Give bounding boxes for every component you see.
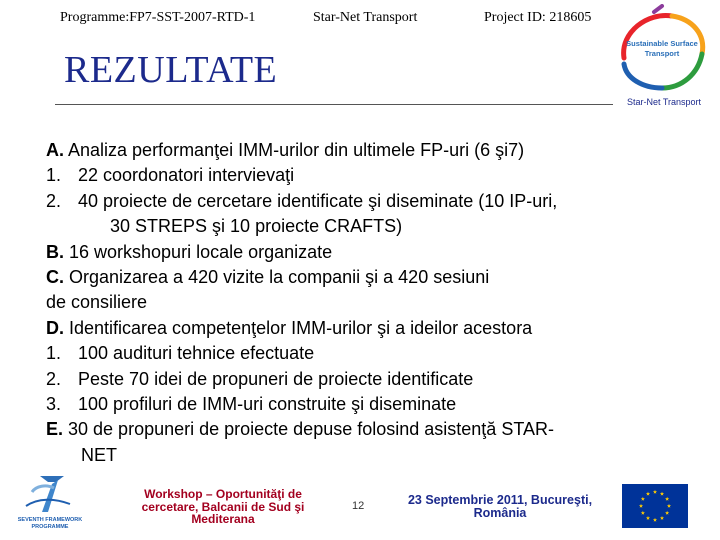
item-a1 [46,163,676,188]
item-a2-cont: 30 STREPS şi 10 proiecte CRAFTS) [110,216,403,237]
item-e-text: 30 de propuneri de proiecte depuse folosind asistenţă STAR- [63,419,554,440]
item-a [46,138,676,163]
item-d-label: D. [46,317,64,338]
item-d2 [46,367,676,392]
item-d-text: Identificarea competenţelor IMM-urilor şi a ideilor acestora [64,317,533,338]
star-net-logo [614,4,714,110]
footer-workshop-line2: cercetare, Balcanii de Sud şi [141,499,305,514]
item-b-text: 16 workshopuri locale organizate [64,241,333,262]
fp7-line2: PROGRAMME [31,524,69,530]
item-b-label: B. [46,241,64,262]
item-a-text: Analiza performanţei IMM-urilor din ultimele FP-uri (6 şi7) [64,140,525,160]
header-project-id: Project ID: 218605 [484,10,592,25]
item-a2 [46,189,676,214]
page-number: 12 [352,500,365,512]
page-title: REZULTATE [64,49,278,91]
item-a1-text: 22 coordonatori intervievaţi [78,165,295,186]
footer-date-line1: 23 Septembrie 2011, Bucureşti, [407,493,593,507]
item-d3 [46,392,676,417]
item-d3-num: 3. [46,394,62,415]
item-d3-text: 100 profiluri de IMM-uri construite şi diseminate [78,394,457,415]
logo-line1: Sustainable Surface [626,39,698,48]
item-b [46,240,676,265]
header-programme: Programme:FP7-SST-2007-RTD-1 [60,10,256,25]
header-project: Star-Net Transport [313,10,418,25]
item-d1-text: 100 audituri tehnice efectuate [78,343,315,364]
item-e [46,417,676,442]
item-c [46,265,676,290]
eu-flag-icon [622,484,688,528]
footer-date-line2: România [473,506,527,520]
results-list [46,138,676,468]
item-e-cont: NET [81,444,117,465]
item-c-text: Organizarea a 420 vizite la companii şi a 420 sesiuni [64,267,490,288]
fp7-logo [18,472,82,532]
item-a1-num: 1. [46,165,62,186]
footer-workshop-line3: Mediterana [191,512,255,526]
item-d2-text: Peste 70 idei de propuneri de proiecte identificate [78,368,474,389]
footer-date [392,494,608,520]
item-c-label: C. [46,267,64,288]
item-a2-num: 2. [46,190,62,211]
item-e-label: E. [46,419,64,440]
footer-workshop-line1: Workshop – Oportunităţi de [144,487,302,501]
fp7-line1: SEVENTH FRAMEWORK [18,517,82,523]
item-a2-text: 40 proiecte de cercetare identificate şi diseminate (10 IP-uri, [78,190,558,211]
item-d2-num: 2. [46,368,62,389]
title-divider [55,104,613,105]
item-c-cont: de consiliere [46,292,148,313]
item-d1-num: 1. [46,343,62,364]
logo-caption: Star-Net Transport [626,97,702,107]
footer-workshop [112,488,334,526]
item-d [46,316,676,341]
item-a-label: A. [46,140,64,160]
item-d1 [46,341,676,366]
logo-line2: Transport [644,49,680,58]
fp7-seven-icon [26,476,70,512]
